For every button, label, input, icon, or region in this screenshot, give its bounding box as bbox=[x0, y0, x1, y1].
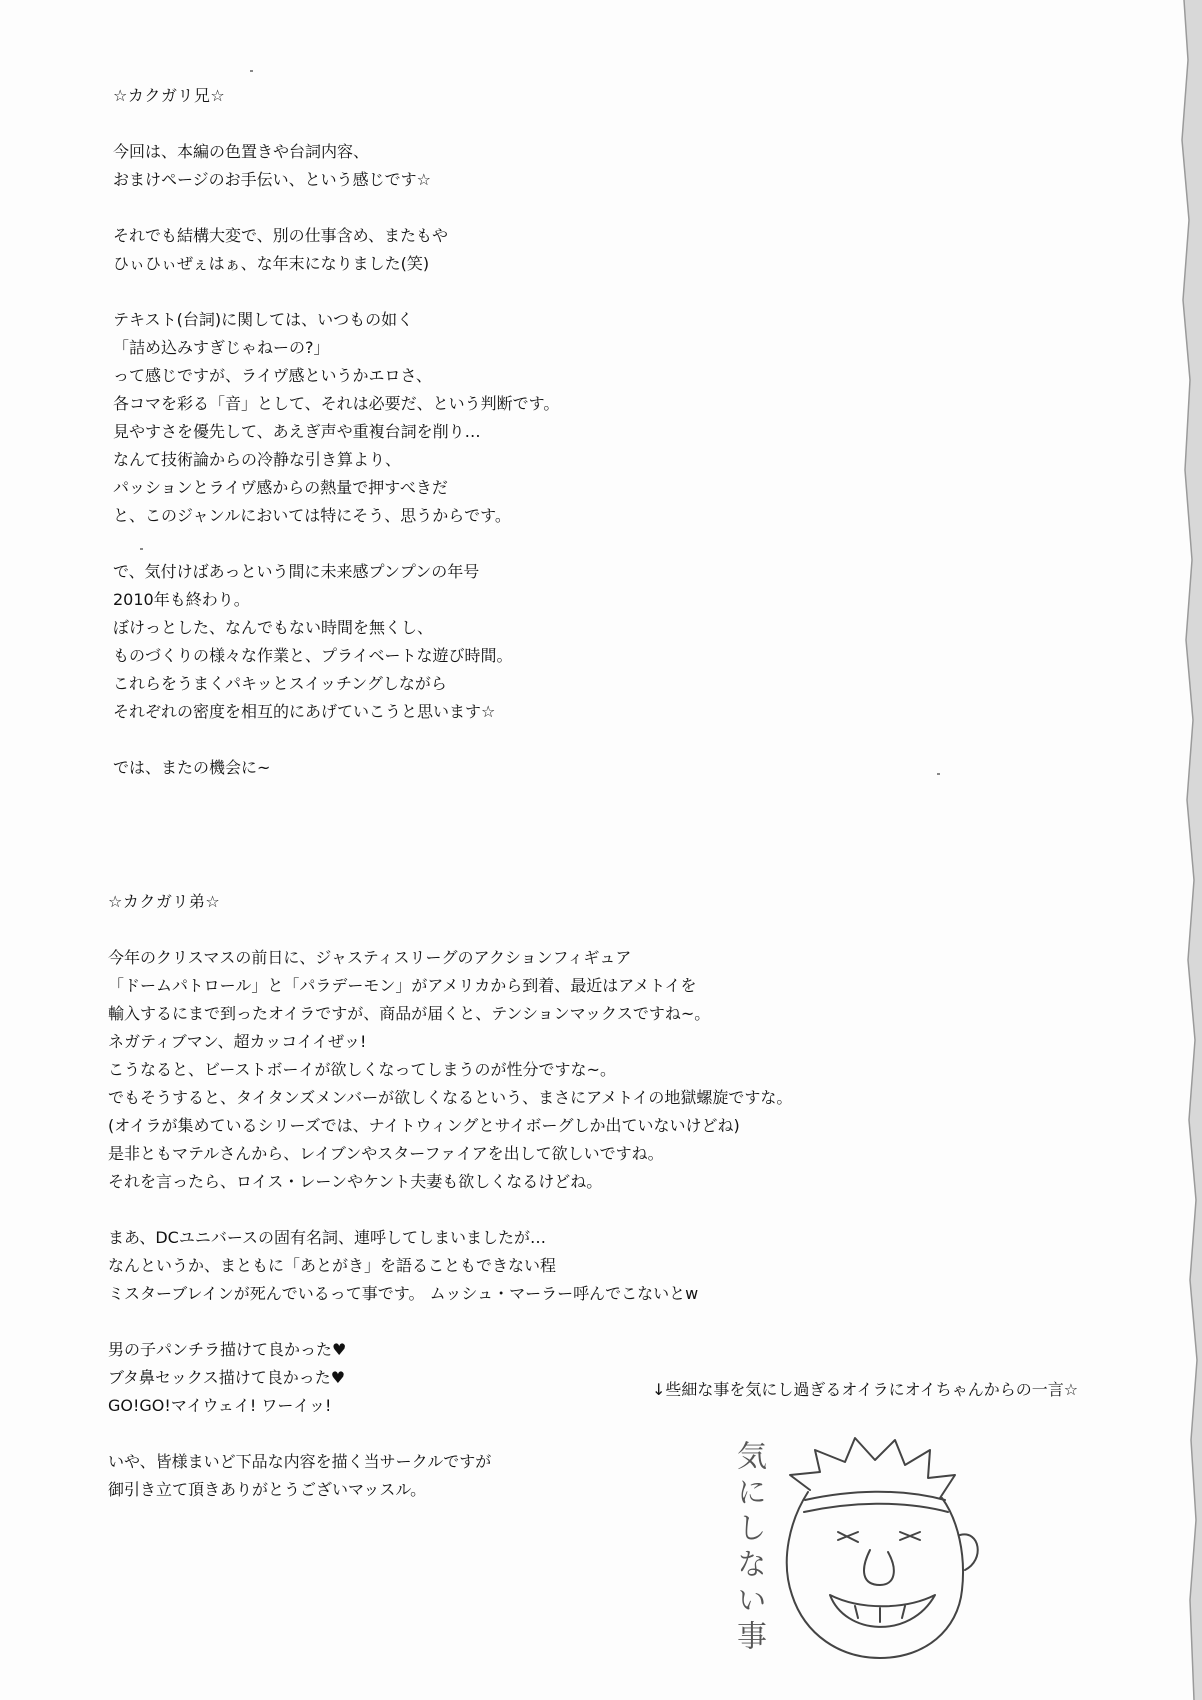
text-line: で、気付けばあっという間に未来感プンプンの年号 bbox=[113, 562, 480, 581]
text-line: こうなると、ビーストボーイが欲しくなってしまうのが性分ですな~。 bbox=[108, 1060, 616, 1079]
text-line: 「詰め込みすぎじゃねーの?」 bbox=[113, 338, 330, 357]
paper-speck bbox=[937, 773, 940, 775]
text-line: まあ、DCユニバースの固有名詞、連呼してしまいましたが… bbox=[108, 1228, 547, 1247]
text-line: ひぃひぃぜぇはぁ、な年末になりました(笑) bbox=[113, 254, 430, 273]
section-body bbox=[113, 138, 813, 782]
text-line: 2010年も終わり。 bbox=[113, 590, 250, 609]
text-line: それを言ったら、ロイス・レーンやケント夫妻も欲しくなるけどね。 bbox=[108, 1172, 603, 1191]
text-line: おまけページのお手伝い、という感じです☆ bbox=[113, 170, 432, 189]
text-line: ものづくりの様々な作業と、プライベートな遊び時間。 bbox=[113, 646, 513, 665]
paragraph bbox=[108, 944, 868, 1196]
text-line: ネガティブマン、超カッコイイぜッ! bbox=[108, 1032, 367, 1051]
text-line: って感じですが、ライヴ感というかエロさ、 bbox=[113, 366, 432, 385]
text-line: と、このジャンルにおいては特にそう、思うからです。 bbox=[113, 506, 511, 525]
text-line: ぼけっとした、なんでもない時間を無くし、 bbox=[113, 618, 434, 637]
paper-speck bbox=[250, 70, 253, 72]
text-line: 今年のクリスマスの前日に、ジャスティスリーグのアクションフィギュア bbox=[108, 948, 632, 967]
paragraph bbox=[108, 1224, 868, 1308]
paragraph bbox=[113, 138, 813, 194]
text-line: なんて技術論からの冷静な引き算より、 bbox=[113, 450, 402, 469]
text-line: ブタ鼻セックス描けて良かった♥ bbox=[108, 1368, 346, 1387]
paragraph bbox=[113, 222, 813, 278]
text-line: 各コマを彩る「音」として、それは必要だ、という判断です。 bbox=[113, 394, 560, 413]
text-line: 男の子パンチラ描けて良かった♥ bbox=[108, 1340, 347, 1359]
handwritten-note: 気にしない事 bbox=[731, 1440, 766, 1656]
text-line: 輸入するにまで到ったオイラですが、商品が届くと、テンションマックスですね~。 bbox=[108, 1004, 711, 1023]
text-line: パッションとライヴ感からの熱量で押すべきだ bbox=[113, 478, 448, 497]
text-line: (オイラが集めているシリーズでは、ナイトウィングとサイボーグしか出ていないけどね) bbox=[108, 1116, 740, 1135]
text-line: 今回は、本編の色置きや台詞内容、 bbox=[113, 142, 370, 161]
text-line: 「ドームパトロール」と「パラデーモン」がアメリカから到着、最近はアメトイを bbox=[108, 976, 697, 995]
text-line: それぞれの密度を相互的にあげていこうと思います☆ bbox=[113, 702, 496, 721]
text-line: 是非ともマテルさんから、レイブンやスターファイアを出して欲しいですね。 bbox=[108, 1144, 664, 1163]
section-heading: ☆カクガリ弟☆ bbox=[108, 892, 221, 911]
paragraph bbox=[113, 754, 813, 782]
text-line: 御引き立て頂きありがとうございマッスル。 bbox=[108, 1480, 427, 1499]
text-line: ミスターブレインが死んでいるって事です。 ムッシュ・マーラー呼んでこないとw bbox=[108, 1284, 699, 1303]
text-line: 見やすさを優先して、あえぎ声や重複台詞を削り… bbox=[113, 422, 481, 441]
text-line: いや、皆様まいど下品な内容を描く当サークルですが bbox=[108, 1452, 492, 1471]
section-heading: ☆カクガリ兄☆ bbox=[113, 86, 226, 105]
text-line: テキスト(台詞)に関しては、いつもの如く bbox=[113, 310, 414, 329]
text-line: でもそうすると、タイタンズメンバーが欲しくなるという、まさにアメトイの地獄螺旋ですな。 bbox=[108, 1088, 793, 1107]
text-line: それでも結構大変で、別の仕事含め、またもや bbox=[113, 226, 449, 245]
text-line: これらをうまくパキッとスイッチングしながら bbox=[113, 674, 447, 693]
paragraph bbox=[113, 558, 813, 726]
sketch-caption: ↓些細な事を気にし過ぎるオイラにオイちゃんからの一言☆ bbox=[652, 1380, 1079, 1399]
afterword-section-ani bbox=[113, 82, 813, 810]
text-line: なんというか、まともに「あとがき」を語ることもできない程 bbox=[108, 1256, 557, 1275]
text-line: では、またの機会に~ bbox=[113, 758, 271, 777]
paragraph bbox=[113, 306, 813, 530]
text-line: GO!GO!マイウェイ! ワーイッ! bbox=[108, 1396, 332, 1415]
torn-page-edge bbox=[1162, 0, 1202, 1700]
